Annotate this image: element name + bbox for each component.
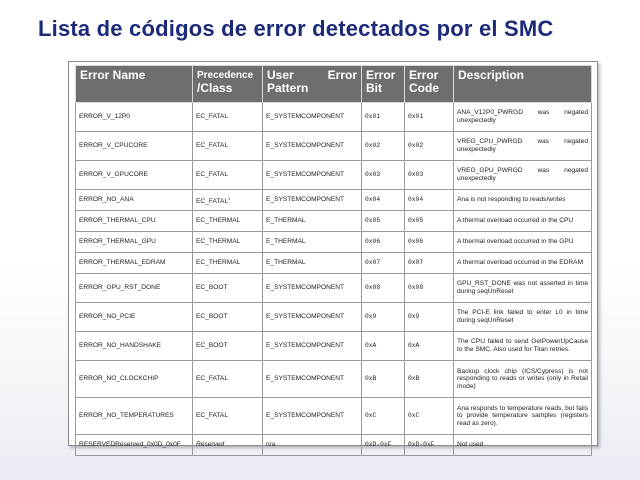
cell-description: A thermal overload occurred in the CPU [454,211,592,232]
cell-error-name: ERROR_NO_CLOCKCHIP [76,361,193,398]
cell-pattern: E_SYSTEMCOMPONENT [263,303,362,332]
header-error-bit: Error Bit [362,66,405,103]
cell-code: 0xB [405,361,454,398]
error-table-frame [68,61,598,449]
cell-bit: 0xB [362,361,405,398]
cell-error-name: ERROR_NO_ANA [76,190,193,211]
cell-code: 0xC [405,398,454,435]
cell-class: EC_FATAL [193,103,263,132]
cell-class: EC_BOOT [193,332,263,361]
cell-class: EC_BOOT [193,274,263,303]
cell-description: VREG_GPU_PWRGD was negated unexpectedly [454,161,592,190]
cell-pattern: E_SYSTEMCOMPONENT [263,190,362,211]
error-codes-table [75,65,592,456]
table-row [76,253,592,274]
cell-description: A thermal overload occurred in the GPU [454,232,592,253]
table-row [76,303,592,332]
cell-bit: 0x06 [362,232,405,253]
table-row [76,435,592,456]
cell-description: Not used [454,435,592,456]
cell-error-name: ERROR_V_GPUCORE [76,161,193,190]
cell-pattern: E_THERMAL [263,232,362,253]
cell-description: A thermal overload occurred in the EDRAM [454,253,592,274]
cell-description: Ana is not responding to reads/writes [454,190,592,211]
cell-pattern: E_SYSTEMCOMPONENT [263,132,362,161]
cell-error-name: ERROR_GPU_RST_DONE [76,274,193,303]
table-row [76,132,592,161]
cell-error-name: ERROR_V_12P0 [76,103,193,132]
footnote-marker: 1 [228,195,231,201]
cell-code: 0x04 [405,190,454,211]
cell-class: Reserved [193,435,263,456]
cell-pattern: E_SYSTEMCOMPONENT [263,398,362,435]
cell-pattern: E_THERMAL [263,253,362,274]
header-user-error-pattern: User Error Pattern [263,66,362,103]
cell-pattern: E_SYSTEMCOMPONENT [263,332,362,361]
table-row [76,232,592,253]
cell-pattern: E_SYSTEMCOMPONENT [263,274,362,303]
cell-error-name: ERROR_THERMAL_EDRAM [76,253,193,274]
cell-error-name: ERROR_NO_TEMPERATURES [76,398,193,435]
cell-description: Backup clock chip (ICS/Cypress) is not responding to reads or writes (only in Retail mode) [454,361,592,398]
cell-error-name: ERROR_NO_HANDSHAKE [76,332,193,361]
table-row [76,211,592,232]
cell-description: The PCI-E link failed to enter L0 in time during seqUnReset [454,303,592,332]
page-title: Lista de códigos de error detectados por el SMC [38,16,554,41]
cell-pattern: E_THERMAL [263,211,362,232]
cell-code: 0x08 [405,274,454,303]
cell-code: 0x9 [405,303,454,332]
cell-class: EC_THERMAL [193,232,263,253]
cell-code: 0x02 [405,132,454,161]
cell-description: VREG_CPU_PWRGD was negated unexpectedly [454,132,592,161]
cell-class: EC_FATAL [193,132,263,161]
cell-bit: 0x07 [362,253,405,274]
table-row [76,398,592,435]
cell-class: EC_THERMAL [193,211,263,232]
cell-code: 0x01 [405,103,454,132]
cell-class: EC_BOOT [193,303,263,332]
cell-code: 0xD-0xF [405,435,454,456]
cell-code: 0x06 [405,232,454,253]
cell-bit: 0x04 [362,190,405,211]
header-error-name: Error Name [76,66,193,103]
cell-pattern: E_SYSTEMCOMPONENT [263,161,362,190]
cell-bit: 0xD-0xF [362,435,405,456]
table-row [76,361,592,398]
header-description: Description [454,66,592,103]
table-row [76,274,592,303]
cell-class: EC_FATAL [193,398,263,435]
cell-bit: 0x01 [362,103,405,132]
cell-description: Ana responds to temperature reads, but fails to provide temperature samples (registers read as zero). [454,398,592,435]
header-precedence-class: Precedence /Class [193,66,263,103]
table-row [76,103,592,132]
table-row [76,161,592,190]
cell-bit: 0x03 [362,161,405,190]
cell-error-name: ERROR_NO_PCIE [76,303,193,332]
cell-description: GPU_RST_DONE was not asserted in time during seqUnReset [454,274,592,303]
cell-error-name: RESERVEDReserved_0x0D_0x0F [76,435,193,456]
table-header-row [76,66,592,103]
cell-bit: 0xC [362,398,405,435]
cell-pattern: n/a [263,435,362,456]
cell-class: EC_FATAL [193,161,263,190]
cell-description: ANA_V12P0_PWRGD was negated unexpectedly [454,103,592,132]
cell-class: EC_FATAL [193,361,263,398]
cell-error-name: ERROR_V_CPUCORE [76,132,193,161]
cell-pattern: E_SYSTEMCOMPONENT [263,361,362,398]
cell-class: EC_FATAL$^1$ [193,190,263,211]
cell-bit: 0xA [362,332,405,361]
table-row [76,190,592,211]
header-error-code: Error Code [405,66,454,103]
cell-bit: 0x05 [362,211,405,232]
cell-pattern: E_SYSTEMCOMPONENT [263,103,362,132]
cell-description: The CPU failed to send GetPowerUpCause to the SMC. Also used for Titan retries. [454,332,592,361]
cell-bit: 0x08 [362,274,405,303]
cell-bit: 0x9 [362,303,405,332]
cell-code: 0x05 [405,211,454,232]
cell-error-name: ERROR_THERMAL_GPU [76,232,193,253]
cell-code: 0x07 [405,253,454,274]
cell-code: 0xA [405,332,454,361]
cell-bit: 0x02 [362,132,405,161]
table-row [76,332,592,361]
cell-code: 0x03 [405,161,454,190]
cell-class: EC_THERMAL [193,253,263,274]
cell-error-name: ERROR_THERMAL_CPU [76,211,193,232]
